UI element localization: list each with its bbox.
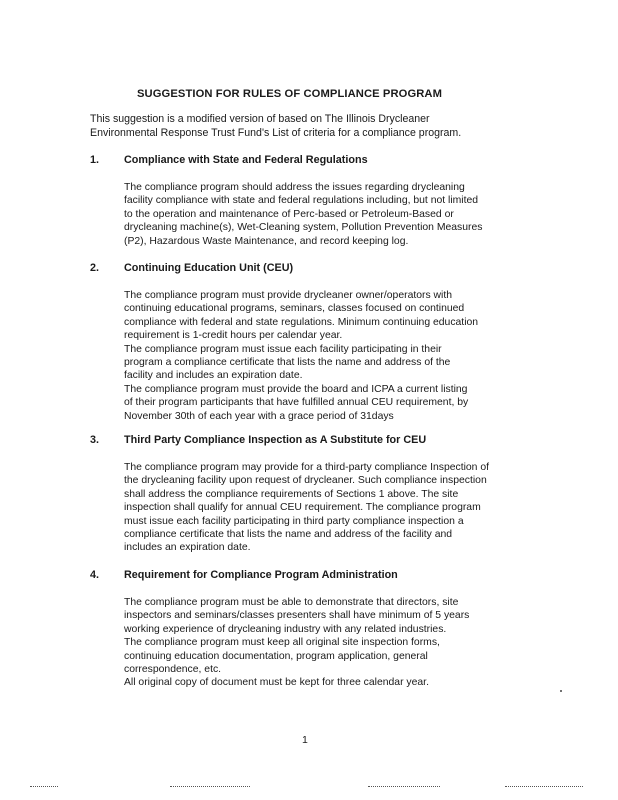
section-4-line: working experience of drycleaning industry with any related industries.: [124, 623, 447, 635]
section-3-line: includes an expiration date.: [124, 542, 251, 554]
section-3-line: the drycleaning facility upon request of drycleaner. Such compliance inspection: [124, 475, 487, 487]
section-3-heading: Third Party Compliance Inspection as A Substitute for CEU: [124, 434, 427, 446]
section-2-line: compliance with federal and state regulations. Minimum continuing education: [124, 316, 479, 328]
section-2-line: The compliance program must provide the board and ICPA a current listing: [124, 383, 468, 395]
section-2-heading: Continuing Education Unit (CEU): [124, 262, 294, 274]
section-3-body: [124, 461, 544, 555]
section-1-line: The compliance program should address the issues regarding drycleaning: [124, 182, 465, 193]
section-3-line: shall address the compliance requirements of Sections 1 above. The site: [124, 488, 459, 500]
intro-line: Environmental Response Trust Fund's List of criteria for a compliance program.: [90, 126, 462, 139]
section-3-line: inspection shall qualify for annual CEU requirement. The compliance program: [124, 502, 481, 514]
section-2-line: continuing educational programs, seminars, classes focused on continued: [124, 303, 465, 315]
section-1-line: to the operation and maintenance of Perc-based or Petroleum-Based or: [124, 208, 454, 220]
section-4-number: 4.: [90, 569, 100, 581]
section-3-line: compliance certificate that lists the name and address of the facility and: [124, 529, 453, 541]
scan-speck: [560, 690, 562, 692]
page-title: SUGGESTION FOR RULES OF COMPLIANCE PROGRAM: [137, 88, 443, 100]
section-4-heading: Requirement for Compliance Program Administration: [124, 569, 398, 581]
section-2-line: The compliance program must issue each facility participating in their: [124, 343, 442, 355]
section-3-line: must issue each facility participating in third party compliance inspection a: [124, 515, 464, 527]
section-4-line: correspondence, etc.: [124, 664, 222, 676]
section-4-line: The compliance program must be able to demonstrate that directors, site: [124, 597, 459, 608]
section-2-number: 2.: [90, 262, 100, 274]
section-1-line: facility compliance with state and federal regulations including, but not limited: [124, 195, 479, 207]
section-2-line: November 30th of each year with a grace period of 31days: [124, 410, 394, 422]
section-2-line: facility and includes an expiration date.: [124, 370, 303, 382]
section-4-line: continuing education documentation, program application, general: [124, 650, 428, 662]
section-1-number: 1.: [90, 154, 100, 166]
section-2-line: program a compliance certificate that lists the name and address of the: [124, 357, 451, 369]
scan-artifact: [170, 786, 250, 788]
section-2-line: of their program participants that have fulfilled annual CEU requirement, by: [124, 397, 469, 409]
section-4-line: All original copy of document must be kept for three calendar year.: [124, 677, 429, 689]
section-1-body: [124, 181, 544, 248]
page-number: 1: [302, 734, 308, 746]
section-3-line: The compliance program may provide for a third-party compliance Inspection of: [124, 462, 489, 473]
section-2-body: [124, 289, 544, 423]
section-4-line: The compliance program must keep all original site inspection forms,: [124, 637, 440, 649]
scan-artifact: [30, 786, 58, 788]
section-1-line: (P2), Hazardous Waste Maintenance, and record keeping log.: [124, 235, 409, 247]
intro-line: This suggestion is a modified version of based on The Illinois Drycleaner: [90, 113, 430, 125]
section-2-line: requirement is 1-credit hours per calendar year.: [124, 330, 343, 342]
section-2-line: The compliance program must provide drycleaner owner/operators with: [124, 290, 453, 301]
intro-paragraph: [90, 113, 530, 140]
section-4-body: [124, 596, 544, 690]
scan-artifact: [505, 786, 583, 788]
section-4-line: inspectors and seminars/classes presenters shall have minimum of 5 years: [124, 610, 470, 622]
section-1-line: drycleaning machine(s), Wet-Cleaning system, Pollution Prevention Measures: [124, 222, 483, 234]
section-1-heading: Compliance with State and Federal Regulations: [124, 154, 368, 166]
section-3-number: 3.: [90, 434, 100, 446]
scan-artifact: [368, 786, 440, 788]
